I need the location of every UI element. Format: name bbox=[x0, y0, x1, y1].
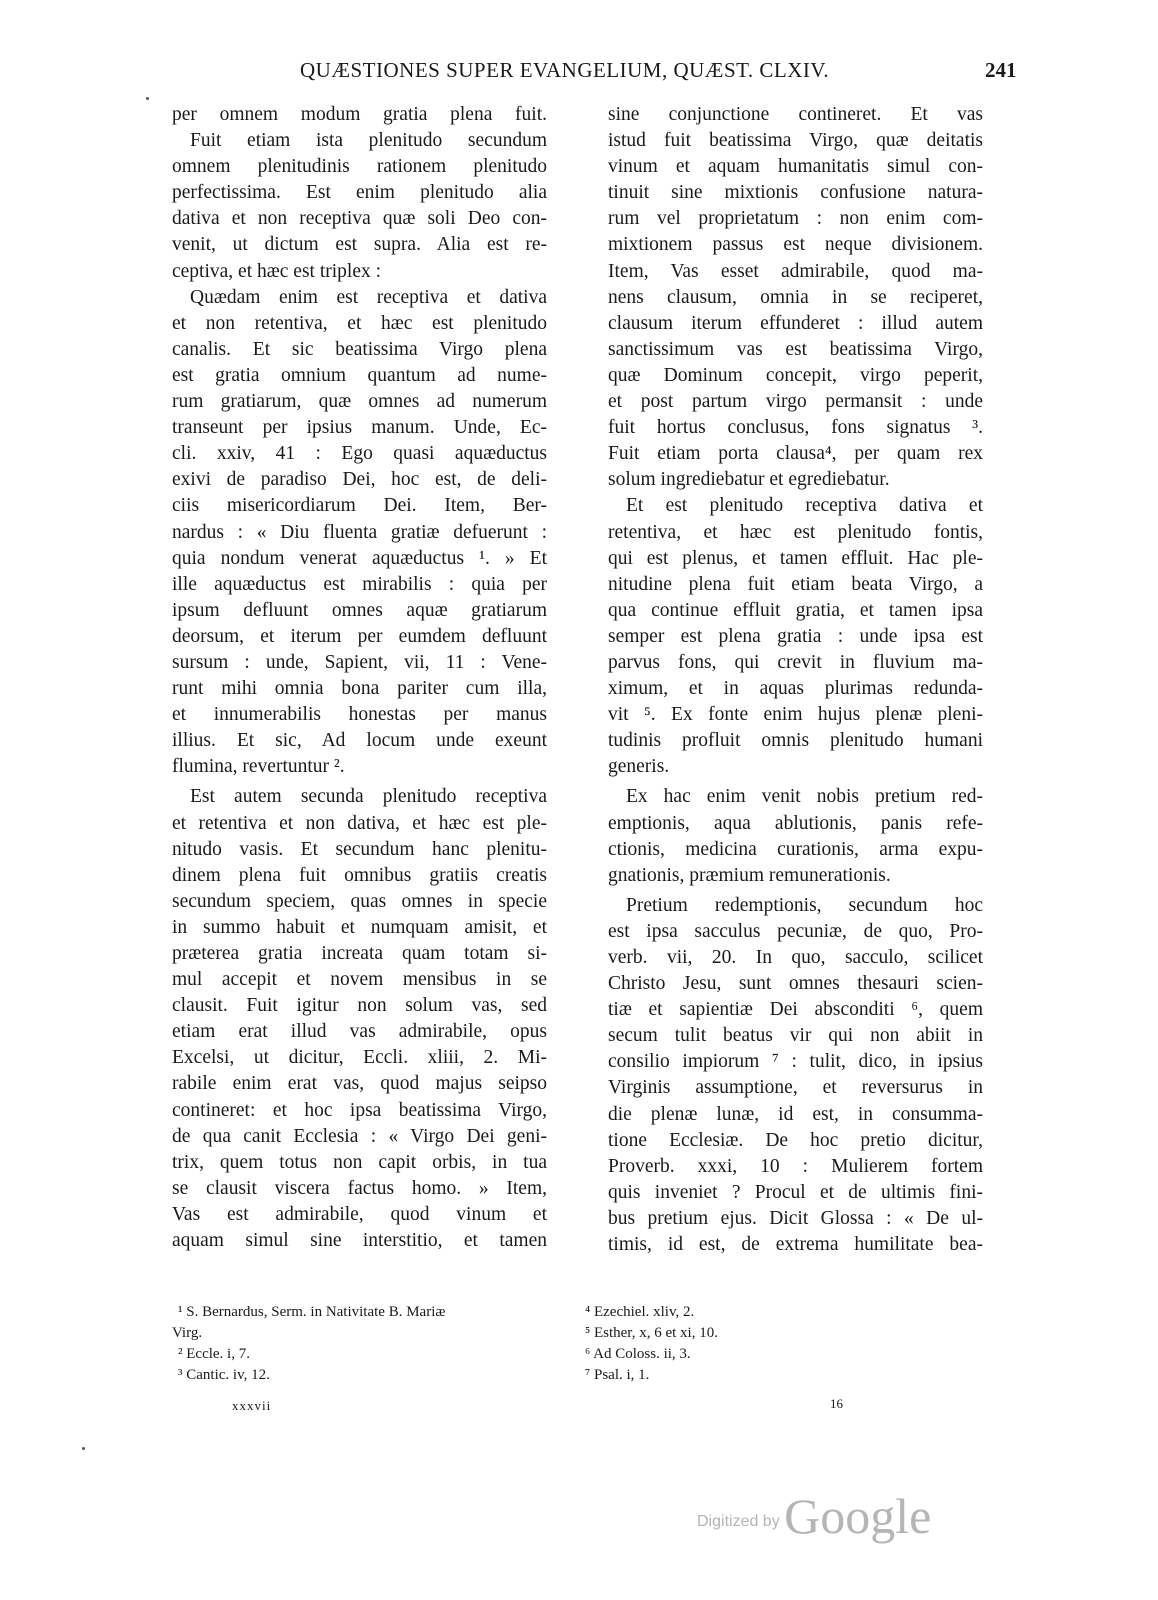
footnotes-left bbox=[172, 1302, 552, 1386]
text-line: Est autem secunda plenitudo receptiva bbox=[190, 786, 547, 808]
text-line: transeunt per ipsius manum. Unde, Ec- bbox=[172, 417, 547, 439]
text-line: tinuit sine mixtionis confusione natura- bbox=[608, 182, 983, 204]
left-text-column bbox=[172, 102, 547, 1254]
text-line: est gratia omnium quantum ad nume- bbox=[172, 364, 547, 386]
digitized-watermark bbox=[697, 1487, 931, 1545]
text-line: contineret: et hoc ipsa beatissima Virgo, bbox=[172, 1099, 547, 1121]
right-text-column bbox=[608, 102, 983, 1258]
text-line: etiam erat illud vas admirabile, opus bbox=[172, 1021, 547, 1043]
footnotes-right bbox=[585, 1302, 965, 1386]
footnote: ⁷ Psal. i, 1. bbox=[585, 1367, 650, 1383]
text-line: tudinis profluit omnis plenitudo humani bbox=[608, 730, 983, 752]
text-line: sine conjunctione contineret. Et vas bbox=[608, 104, 983, 125]
text-line: rum gratiarum, quæ omnes ad numerum bbox=[172, 391, 547, 413]
sheet-number: 16 bbox=[830, 1396, 843, 1411]
text-line: est ipsa sacculus pecuniæ, de quo, Pro- bbox=[608, 920, 983, 942]
text-line: mul accepit et novem mensibus in se bbox=[172, 969, 547, 991]
text-line: dinem plena fuit omnibus gratiis creatis bbox=[172, 864, 547, 886]
text-line: et innumerabilis honestas per manus bbox=[172, 704, 547, 726]
text-line: Quædam enim est receptiva et dativa bbox=[190, 286, 547, 308]
text-line: timis, id est, de extrema humilitate bea- bbox=[608, 1234, 983, 1256]
text-line: sanctissimum vas est beatissima Virgo, bbox=[608, 338, 983, 360]
text-line: Item, Vas esset admirabile, quod ma- bbox=[608, 260, 983, 282]
text-line: et retentiva et non dativa, et hæc est ple- bbox=[172, 812, 547, 834]
text-line: in summo habuit et numquam amisit, et bbox=[172, 916, 547, 938]
text-line: quia nondum venerat aquæductus ¹. » Et bbox=[172, 547, 547, 569]
scan-speck bbox=[146, 97, 149, 100]
text-line: Pretium redemptionis, secundum hoc bbox=[626, 894, 983, 916]
text-line: mixtionem passus est neque divisionem. bbox=[608, 234, 983, 256]
text-line: secundum speciem, quas omnes in specie bbox=[172, 890, 547, 912]
footnote: ³ Cantic. iv, 12. bbox=[178, 1367, 270, 1383]
text-line: secum tulit beatus vir qui non abiit in bbox=[608, 1025, 983, 1047]
text-line: consilio impiorum ⁷ : tulit, dico, in ipsius bbox=[608, 1051, 983, 1073]
text-line: Fuit etiam ista plenitudo secundum bbox=[190, 130, 547, 152]
text-line: ciis misericordiarum Dei. Item, Ber- bbox=[172, 495, 547, 517]
text-line: Fuit etiam porta clausa⁴, per quam rex bbox=[608, 443, 983, 465]
text-line: Christo Jesu, sunt omnes thesauri scien- bbox=[608, 973, 983, 995]
text-line: quis inveniet ? Procul et de ultimis fini- bbox=[608, 1181, 983, 1203]
footnote: ⁶ Ad Coloss. ii, 3. bbox=[585, 1346, 691, 1362]
text-line: tiæ et sapientiæ Dei absconditi ⁶, quem bbox=[608, 999, 983, 1021]
text-line: dativa et non receptiva quæ soli Deo con- bbox=[172, 208, 547, 230]
footnote: ⁵ Esther, x, 6 et xi, 10. bbox=[585, 1325, 718, 1341]
text-line: rum vel proprietatum : non enim com- bbox=[608, 208, 983, 230]
text-line: ipsum defluunt omnes aquæ gratiarum bbox=[172, 599, 547, 621]
text-line: retentiva, et hæc est plenitudo fontis, bbox=[608, 521, 983, 543]
text-line: vinum et aquam humanitatis simul con- bbox=[608, 156, 983, 178]
text-line: nitudo vasis. Et secundum hanc plenitu- bbox=[172, 838, 547, 860]
text-line: bus pretium ejus. Dicit Glossa : « De ul- bbox=[608, 1207, 983, 1229]
text-line: qui est plenus, et tamen effluit. Hac ple- bbox=[608, 547, 983, 569]
watermark-prefix: Digitized by bbox=[697, 1513, 780, 1530]
text-line: rabile enim erat vas, quod majus seipso bbox=[172, 1073, 547, 1095]
text-line: tione Ecclesiæ. De hoc pretio dicitur, bbox=[608, 1129, 983, 1151]
text-line: ctionis, medicina curationis, arma expu- bbox=[608, 838, 983, 860]
text-line: aquam simul sine interstitio, et tamen bbox=[172, 1230, 547, 1252]
text-line: nitudine plena fuit etiam beata Virgo, a bbox=[608, 573, 983, 595]
text-line: omnem plenitudinis rationem plenitudo bbox=[172, 156, 547, 178]
text-line: sursum : unde, Sapient, vii, 11 : Vene- bbox=[172, 651, 547, 673]
footnote: Virg. bbox=[172, 1325, 203, 1341]
text-line: et post partum virgo permansit : unde bbox=[608, 391, 983, 413]
running-head: QUÆSTIONES SUPER EVANGELIUM, QUÆST. CLXIV. bbox=[300, 58, 830, 82]
text-line: de qua canit Ecclesia : « Virgo Dei geni- bbox=[172, 1125, 547, 1147]
text-line: Proverb. xxxi, 10 : Mulierem fortem bbox=[608, 1155, 983, 1177]
text-line: per omnem modum gratia plena fuit. bbox=[172, 104, 547, 125]
text-line: quæ Dominum concepit, virgo peperit, bbox=[608, 364, 983, 386]
text-line: verb. vii, 20. In quo, sacculo, scilicet bbox=[608, 947, 983, 968]
text-line: vit ⁵. Ex fonte enim hujus plenæ pleni- bbox=[608, 704, 983, 726]
footnote: ⁴ Ezechiel. xliv, 2. bbox=[585, 1304, 695, 1320]
text-line: qua continue effluit gratia, et tamen ipsa bbox=[608, 599, 983, 621]
text-line: cli. xxiv, 41 : Ego quasi aquæductus bbox=[172, 443, 547, 465]
text-line: gnationis, præmium remunerationis. bbox=[608, 864, 891, 886]
text-line: clausit. Fuit igitur non solum vas, sed bbox=[172, 995, 547, 1017]
text-line: Ex hac enim venit nobis pretium red- bbox=[626, 786, 983, 808]
text-line: Vas est admirabile, quod vinum et bbox=[172, 1203, 547, 1225]
text-line: venit, ut dictum est supra. Alia est re- bbox=[172, 234, 547, 256]
text-line: istud fuit beatissima Virgo, quæ deitatis bbox=[608, 130, 983, 152]
text-line: semper est plena gratia : unde ipsa est bbox=[608, 625, 983, 647]
text-line: runt mihi omnia bona pariter cum illa, bbox=[172, 678, 547, 700]
text-line: præterea gratia increata quam totam si- bbox=[172, 943, 547, 964]
page-number: 241 bbox=[985, 58, 1017, 82]
text-line: nardus : « Diu fluenta gratiæ defuerunt : bbox=[172, 521, 547, 543]
text-line: perfectissima. Est enim plenitudo alia bbox=[172, 182, 547, 204]
text-line: nens clausum, omnia in se reciperet, bbox=[608, 286, 983, 308]
footnote: ² Eccle. i, 7. bbox=[178, 1346, 250, 1362]
text-line: ceptiva, et hæc est triplex : bbox=[172, 260, 382, 282]
scan-speck bbox=[82, 1447, 85, 1450]
printer-signature: xxxvii bbox=[232, 1398, 272, 1413]
text-line: solum ingrediebatur et egrediebatur. bbox=[608, 469, 890, 491]
text-line: clausum iterum effunderet : illud autem bbox=[608, 312, 983, 334]
text-line: trix, quem totus non capit orbis, in tua bbox=[172, 1151, 547, 1173]
text-line: fuit hortus conclusus, fons signatus ³. bbox=[608, 417, 983, 439]
text-line: ille aquæductus est mirabilis : quia per bbox=[172, 573, 547, 595]
text-line: et non retentiva, et hæc est plenitudo bbox=[172, 312, 547, 334]
text-line: generis. bbox=[608, 756, 670, 778]
text-line: deorsum, et iterum per eumdem defluunt bbox=[172, 625, 547, 647]
text-line: ximum, et in aquas plurimas redunda- bbox=[608, 678, 983, 700]
text-line: emptionis, aqua ablutionis, panis refe- bbox=[608, 812, 983, 834]
footnote: ¹ S. Bernardus, Serm. in Nativitate B. Mariæ bbox=[178, 1304, 446, 1320]
text-line: illius. Et sic, Ad locum unde exeunt bbox=[172, 730, 547, 752]
text-line: flumina, revertuntur ². bbox=[172, 756, 345, 778]
text-line: exivi de paradiso Dei, hoc est, de deli- bbox=[172, 469, 547, 491]
google-logo: Google bbox=[784, 1488, 932, 1544]
text-line: Virginis assumptione, et reversurus in bbox=[608, 1077, 983, 1099]
text-line: parvus fons, qui crevit in fluvium ma- bbox=[608, 651, 983, 673]
text-line: die plenæ lunæ, id est, in consumma- bbox=[608, 1103, 983, 1125]
text-line: Et est plenitudo receptiva dativa et bbox=[626, 495, 983, 517]
text-line: canalis. Et sic beatissima Virgo plena bbox=[172, 338, 547, 360]
text-line: Excelsi, ut dicitur, Eccli. xliii, 2. Mi- bbox=[172, 1047, 547, 1069]
text-line: se clausit viscera factus homo. » Item, bbox=[172, 1177, 547, 1199]
